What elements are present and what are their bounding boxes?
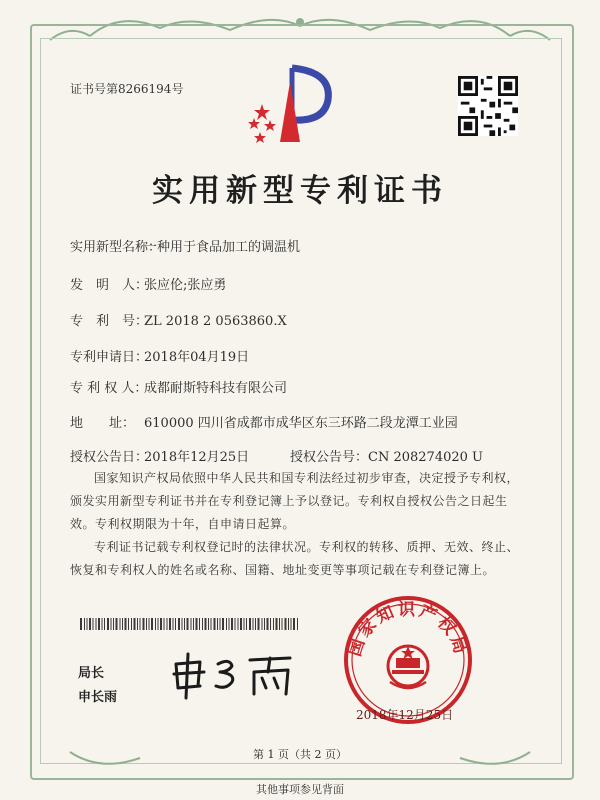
field-label: 专利申请日： (70, 350, 149, 365)
page-title: 实用新型专利证书 (152, 173, 448, 209)
field-label: 授权公告号： (290, 450, 369, 465)
field-label: 发 明 人： (70, 278, 149, 293)
field-value: 2018年12月25日 (144, 450, 250, 465)
qr-code-icon (458, 76, 518, 136)
field-value: CN 208274020 U (368, 450, 483, 465)
field-value: ZL 2018 2 0563860.X (144, 314, 287, 329)
field-utility-model-name (70, 236, 300, 255)
seal-text: 国家知识产权局 (345, 599, 471, 659)
field-address (70, 412, 458, 431)
field-label: 实用新型名称： (70, 240, 162, 255)
field-patentee (70, 377, 287, 396)
body-paragraph-1: 国家知识产权局依照中华人民共和国专利法经过初步审查，决定授予专利权，颁发实用新型专利证书并在专利登记簿上予以登记。专利权自授权公告之日起生效。专利权期限为十年，自申请日起算。 (70, 471, 520, 531)
field-value: 张应伦;张应勇 (144, 278, 227, 293)
field-value: 2018年04月19日 (144, 350, 250, 365)
field-value: 610000 四川省成都市成华区东三环路二段龙潭工业园 (144, 416, 458, 431)
seal-date: 2018年12月25日 (356, 708, 454, 722)
footer-note: 其他事项参见背面 (256, 783, 344, 796)
field-label: 专 利 号： (70, 314, 149, 329)
field-grant-date (70, 446, 249, 465)
certificate-number: 证书号第8266194号 (70, 82, 184, 96)
field-inventor (70, 274, 226, 293)
page-indicator: 第 1 页（共 2 页） (253, 748, 347, 761)
barcode-strip (80, 618, 300, 630)
field-label: 专 利 权 人： (70, 381, 148, 396)
field-application-date (70, 346, 249, 365)
patent-office-logo-icon (240, 62, 340, 146)
field-value: 成都耐斯特科技有限公司 (144, 381, 288, 396)
field-label: 授权公告日： (70, 450, 149, 465)
signature-name: 申长雨 (78, 690, 118, 705)
signature-role: 局长 (78, 666, 105, 681)
body-paragraph-2: 专利证书记载专利权登记时的法律状况。专利权的转移、质押、无效、终止、恢复和专利权人的姓名或名称、国籍、地址变更等事项记载在专利登记簿上。 (70, 540, 520, 577)
field-patent-number (70, 310, 287, 329)
field-grant-number (290, 446, 483, 465)
handwritten-signature (170, 650, 320, 700)
field-value: 一种用于食品加工的调温机 (144, 240, 301, 255)
field-label: 地 址： (70, 416, 136, 431)
